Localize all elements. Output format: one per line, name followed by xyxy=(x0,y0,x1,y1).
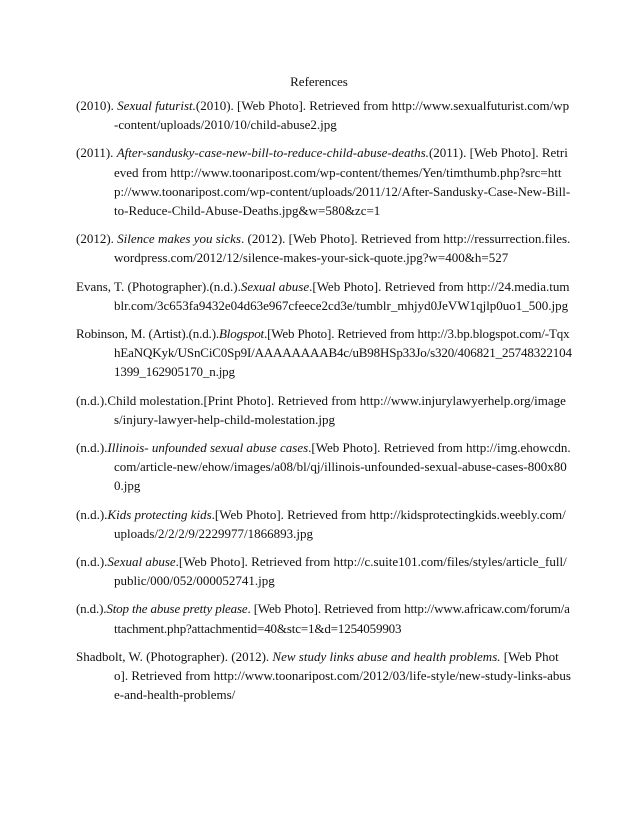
reference-title: Sexual futurist. xyxy=(117,98,196,113)
reference-prefix: (n.d.). xyxy=(76,506,108,522)
reference-entry xyxy=(76,505,572,543)
references-heading: References xyxy=(290,74,348,89)
reference-prefix: Evans, T. (Photographer).(n.d.). xyxy=(76,278,241,294)
reference-title: Sexual abuse xyxy=(107,554,176,570)
reference-source: .[Web Photo]. Retrieved from http://24.media.tumblr.com/3c653fa9432e04d63e967cfeece2cd3e/tumblr_mhjyd0JeVW1qjlp0uo1_500.jpg xyxy=(114,278,570,313)
reference-title: New study links abuse and health problems. xyxy=(272,648,501,664)
reference-list xyxy=(76,96,572,713)
reference-source: (2011). [Web Photo]. Retrieved from http://www.toonaripost.com/wp-content/themes/Yen/timthumb.php?src=http://www.toonaripost.com/wp-content/uploads/2011/12/After-Sandusky-Case-New-Bill-to-Reduce-Child-Abuse-Deaths.jpg&w=580&zc=1 xyxy=(114,145,571,219)
reference-title: Sexual abuse xyxy=(240,278,310,294)
reference-title: Blogspot xyxy=(218,326,265,342)
reference-title: Illinois- unfounded sexual abuse cases xyxy=(107,440,309,456)
reference-prefix: (n.d.). xyxy=(76,440,108,456)
reference-entry xyxy=(76,229,572,267)
reference-entry xyxy=(76,438,572,496)
reference-prefix: (n.d.).Child molestation.[Print Photo]. Retrieved from http://www.injurylawyerhelp.org/images/injury-lawyer-help-child-molestation.jpg xyxy=(76,392,566,427)
reference-title: Stop the abuse pretty please xyxy=(106,601,248,617)
reference-source: . [Web Photo]. Retrieved from http://www.africaw.com/forum/attachment.php?attachmentid=40&stc=1&d=1254059903 xyxy=(114,601,570,636)
reference-title: Kids protecting kids xyxy=(107,506,212,522)
reference-title: Silence makes you sicks xyxy=(117,231,241,247)
reference-source: [Web Photo]. Retrieved from http://www.toonaripost.com/2012/03/life-style/new-study-links-abuse-and-health-problems/ xyxy=(114,648,571,703)
reference-entry xyxy=(76,599,572,637)
reference-entry xyxy=(76,143,572,220)
reference-source: (2010). [Web Photo]. Retrieved from http://www.sexualfuturist.com/wp-content/uploads/2010/10/child-abuse2.jpg xyxy=(114,98,570,133)
reference-entry xyxy=(76,277,572,315)
reference-entry xyxy=(76,647,572,705)
reference-entry xyxy=(76,391,572,429)
reference-prefix: (2011). xyxy=(76,145,117,161)
reference-entry xyxy=(76,324,572,382)
reference-source: .[Web Photo]. Retrieved from http://img.ehowcdn.com/article-new/ehow/images/a08/bl/qj/illinois-unfounded-sexual-abuse-cases-800x800.jpg xyxy=(114,440,571,494)
reference-prefix: (2010). xyxy=(76,98,118,113)
reference-entry xyxy=(76,96,572,134)
reference-prefix: (n.d.). xyxy=(76,601,107,617)
reference-source: .[Web Photo]. Retrieved from http://kidsprotectingkids.weebly.com/uploads/2/2/2/9/2229977/1866893.jpg xyxy=(114,506,566,541)
reference-source: .[Web Photo]. Retrieved from http://c.suite101.com/files/styles/article_full/public/000/052/000052741.jpg xyxy=(114,554,567,589)
reference-prefix: (n.d.). xyxy=(76,554,108,570)
reference-entry xyxy=(76,552,572,590)
reference-prefix: (2012). xyxy=(76,231,118,247)
reference-source: . (2012). [Web Photo]. Retrieved from http://ressurrection.files.wordpress.com/2012/12/silence-makes-your-sick-quote.jpg?w=400&h=527 xyxy=(114,231,571,266)
reference-prefix: Robinson, M. (Artist).(n.d.). xyxy=(76,326,219,342)
reference-prefix: Shadbolt, W. (Photographer). (2012). xyxy=(76,648,273,664)
reference-title: After-sandusky-case-new-bill-to-reduce-child-abuse-deaths. xyxy=(116,145,429,161)
reference-source: .[Web Photo]. Retrieved from http://3.bp.blogspot.com/-TqxhEaNQKyk/USnCiC0Sp9I/AAAAAAAAB4c/uB98HSp33Jo/s320/406821_257483221041399_162905170_n.jpg xyxy=(114,326,572,380)
